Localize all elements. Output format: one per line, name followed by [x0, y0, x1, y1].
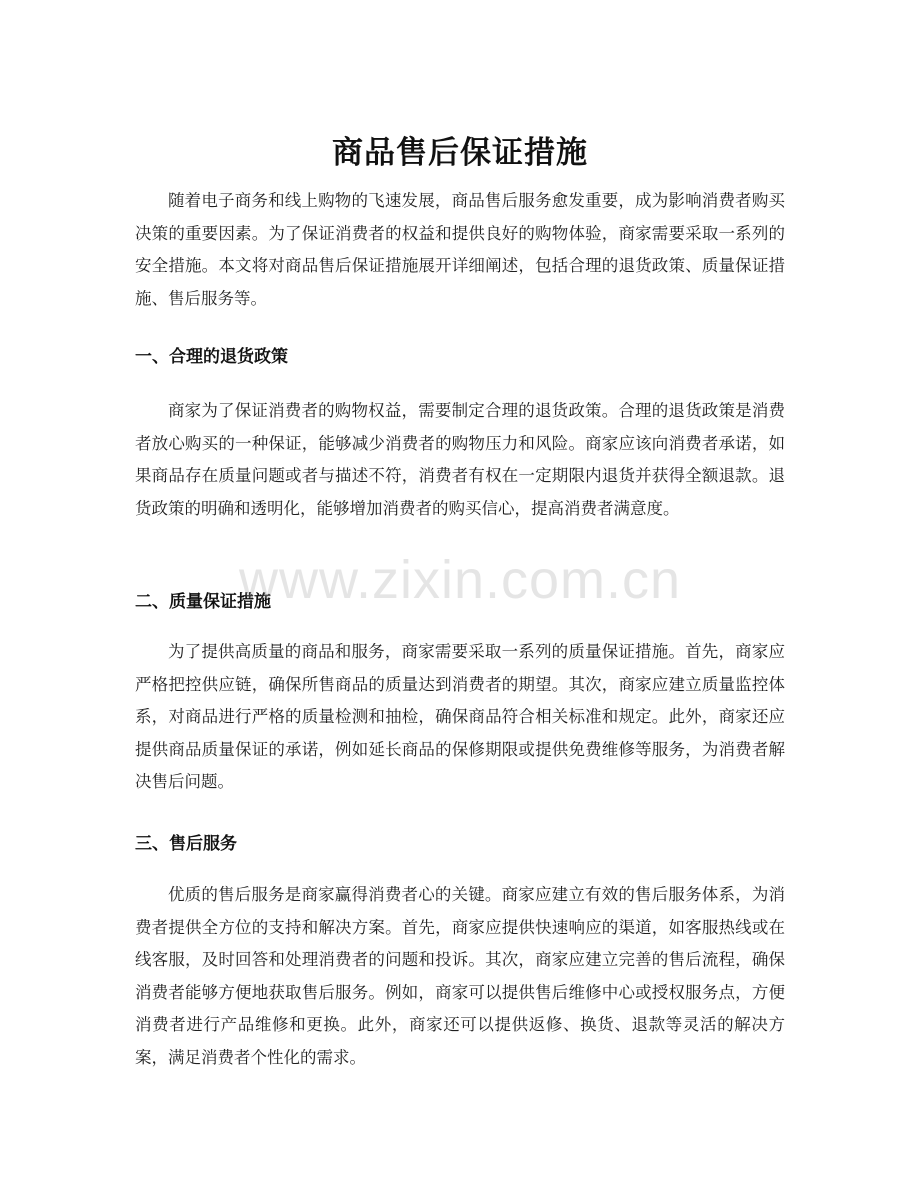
document-title: 商品售后保证措施: [332, 134, 588, 171]
section-heading-quality-assurance: 二、质量保证措施: [135, 592, 271, 612]
section-heading-return-policy: 一、合理的退货政策: [135, 347, 288, 367]
watermark: www.zixin.com.cn: [238, 550, 682, 610]
section-body-return-policy: 商家为了保证消费者的购物权益，需要制定合理的退货政策。合理的退货政策是消费者放心购买的一种保证，能够减少消费者的购物压力和风险。商家应该向消费者承诺，如果商品存在质量问题或者与描述不符，消费者有权在一定期限内退货并获得全额退款。退货政策的明确和透明化，能够增加消费者的购买信心，提高消费者满意度。: [135, 401, 785, 518]
section-body-after-sales: 优质的售后服务是商家赢得消费者心的关键。商家应建立有效的售后服务体系，为消费者提供全方位的支持和解决方案。首先，商家应提供快速响应的渠道，如客服热线或在线客服，及时回答和处理消费者的问题和投诉。其次，商家应建立完善的售后流程，确保消费者能够方便地获取售后服务。例如，商家可以提供售后维修中心或授权服务点，方便消费者进行产品维修和更换。此外，商家还可以提供返修、换货、退款等灵活的解决方案，满足消费者个性化的需求。: [135, 885, 785, 1067]
intro-paragraph: 随着电子商务和线上购物的飞速发展，商品售后服务愈发重要，成为影响消费者购买决策的重要因素。为了保证消费者的权益和提供良好的购物体验，商家需要采取一系列的安全措施。本文将对商品售后保证措施展开详细阐述，包括合理的退货政策、质量保证措施、售后服务等。: [135, 191, 785, 308]
section-heading-after-sales: 三、售后服务: [135, 834, 237, 854]
section-body-quality-assurance: 为了提供高质量的商品和服务，商家需要采取一系列的质量保证措施。首先，商家应严格把控供应链，确保所售商品的质量达到消费者的期望。其次，商家应建立质量监控体系，对商品进行严格的质量检测和抽检，确保商品符合相关标准和规定。此外，商家还应提供商品质量保证的承诺，例如延长商品的保修期限或提供免费维修等服务，为消费者解决售后问题。: [135, 642, 785, 791]
